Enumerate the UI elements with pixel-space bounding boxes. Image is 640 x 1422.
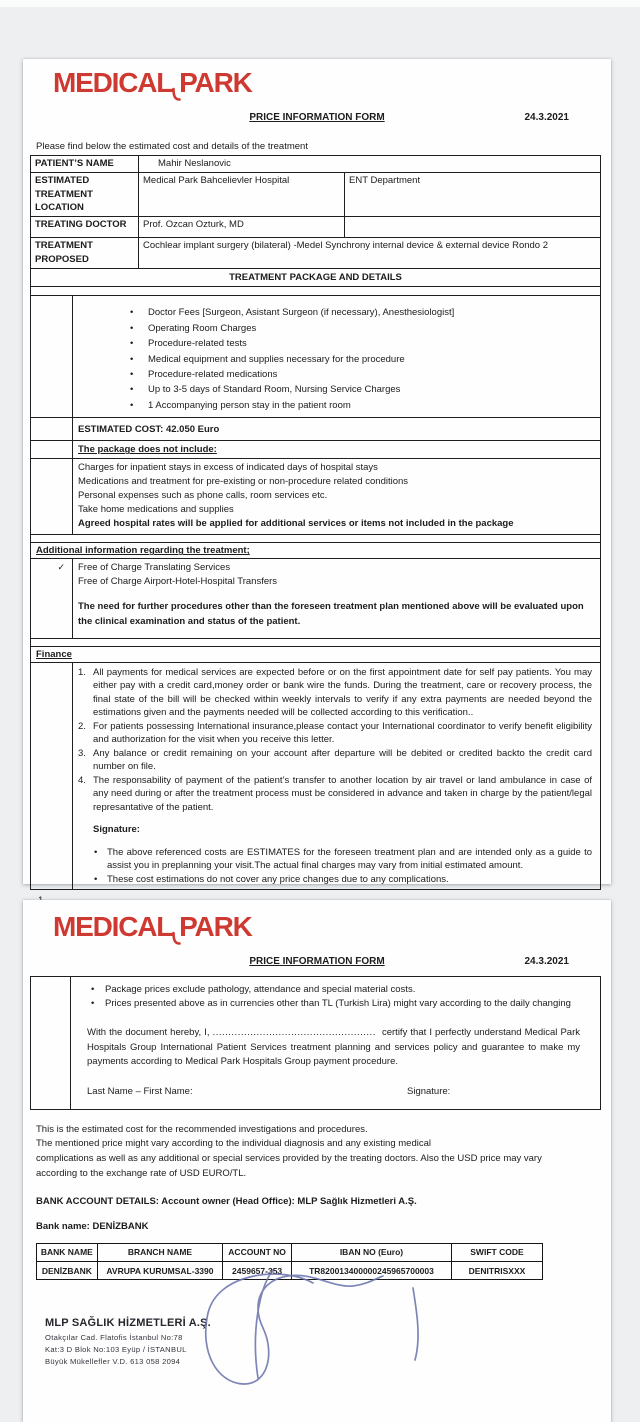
additional-info-row [31, 558, 600, 638]
list-item: • Procedure-related tests [73, 336, 594, 351]
note-line: The mentioned price might vary according to the individual diagnosis and any existing medical [36, 1138, 431, 1150]
medicalpark-logo [53, 69, 611, 105]
note-line: This is the estimated cost for the recommended investigations and procedures. [36, 1123, 368, 1135]
stamp-address-line: Kat:3 D Blok No:103 Eyüp / İSTANBUL [45, 1345, 187, 1355]
treatment-proposed-value: Cochlear implant surgery (bilateral) -Medel Synchrony internal device & external device Rondo 2 [138, 238, 600, 268]
fill-in-blank-dots: .................................................... [212, 1027, 376, 1038]
declaration-content [71, 977, 600, 1109]
document-page-1 [23, 59, 611, 884]
patient-name-label: PATIENT’S NAME [35, 157, 114, 169]
stamp-company-name: MLP SAĞLIK HİZMETLERİ A.Ş. [45, 1317, 211, 1330]
treatment-location-value: Medical Park Bahcelievler Hospital [138, 173, 344, 216]
package-details-header: TREATMENT PACKAGE AND DETAILS [229, 271, 402, 283]
table-row [31, 156, 600, 172]
list-item: • 1 Accompanying person stay in the patient room [73, 398, 594, 413]
finance-content [73, 663, 600, 890]
bank-account-details-line: BANK ACCOUNT DETAILS: Account owner (Head Office): MLP Sağlık Hizmetleri A.Ş. [36, 1196, 417, 1208]
account-no-cell: 2459657-353 [223, 1262, 292, 1280]
additional-header-row [31, 542, 600, 558]
list-item: • Prices presented above as in currencies other than TL (Turkish Lira) might vary according to the daily changing [71, 997, 590, 1011]
not-include-header-row [31, 440, 600, 458]
bank-account-table [36, 1243, 543, 1281]
list-item: • Doctor Fees [Surgeon, Asistant Surgeon (if necessary), Anesthesiologist] [73, 305, 594, 320]
stamp-address-line: Büyük Mükellefler V.D. 613 058 2094 [45, 1357, 181, 1367]
form-header [23, 111, 611, 125]
empty-cell [31, 977, 71, 1109]
list-item: • These cost estimations do not cover any price changes due to any complications. [73, 873, 592, 887]
list-item: Personal expenses such as phone calls, room services etc. [78, 490, 328, 502]
additional-note: The need for further procedures other than the foreseen treatment plan mentioned above will be evaluated upon the clinical examination and status of the patient. [78, 600, 584, 627]
treatment-location-label: ESTIMATED TREATMENT LOCATION [35, 174, 93, 214]
declaration-paragraph [87, 1026, 580, 1070]
bank-table-data-row [37, 1262, 543, 1280]
list-item: • The above referenced costs are ESTIMATES for the foreseen treatment plan and are intended only as a guide to assist you in preplanning your visit.The actual final charges may vary from initial estimated amount. [73, 846, 592, 873]
signature-line [87, 1085, 590, 1099]
list-item: • Up to 3-5 days of Standard Room, Nursing Service Charges [73, 382, 594, 397]
department-value: ENT Department [344, 173, 600, 216]
list-item: For patients possessing International insurance,please contact your International coordinator to verify benefit eligibility and authorization for the visit when you receive this letter. [93, 720, 592, 746]
last-name-label: Last Name – First Name: [87, 1085, 193, 1097]
column-header: IBAN NO (Euro) [292, 1243, 452, 1261]
form-title: PRICE INFORMATION FORM [249, 112, 385, 123]
spacer-row [31, 534, 600, 542]
finance-header: Finance [36, 648, 72, 660]
estimated-cost-value: ESTIMATED COST: 42.050 Euro [78, 424, 220, 436]
logo-text-park: PARK [179, 911, 252, 942]
additional-item-list [73, 559, 600, 638]
not-include-header: The package does not include: [78, 444, 217, 456]
swift-code-cell: DENITRISXXX [451, 1262, 542, 1280]
estimated-cost-row [31, 417, 600, 440]
additional-info-header: Additional information regarding the treatment; [36, 545, 250, 557]
declaration-pre: With the document hereby, I, [87, 1027, 210, 1038]
iban-cell: TR820013400000245965700003 [292, 1262, 452, 1280]
treating-doctor-value: Prof. Ozcan Ozturk, MD [138, 217, 344, 237]
list-item: • Procedure-related medications [73, 367, 594, 382]
list-item: • Operating Room Charges [73, 321, 594, 336]
table-row [31, 268, 600, 287]
stamp-address-line: Otakçılar Cad. Flatofis İstanbul No:78 [45, 1333, 183, 1343]
empty-cell [31, 296, 73, 417]
finance-content-row [31, 662, 600, 890]
column-header: BANK NAME [37, 1243, 98, 1261]
empty-cell [31, 418, 73, 440]
patient-name-value: Mahir Neslanovic [138, 156, 600, 172]
logo-text-medical: MEDICAL [53, 67, 173, 98]
branch-name-cell: AVRUPA KURUMSAL-3390 [97, 1262, 222, 1280]
form-header [23, 955, 611, 969]
list-item: Charges for inpatient stays in excess of indicated days of hospital stays [78, 462, 378, 474]
empty-cell [31, 459, 73, 534]
table-row [31, 216, 600, 237]
list-item: The responsability of payment of the patient’s transfer to another location by air travel or land ambulance in case of any need during or after the treatment process must be considered in advance and taken in charge by the patient/legal represantative of the patient. [93, 774, 592, 813]
form-title: PRICE INFORMATION FORM [249, 956, 385, 967]
treatment-proposed-label: TREATMENT PROPOSED [35, 240, 93, 265]
package-items-row [31, 295, 600, 417]
list-item: Free of Charge Translating Services [78, 561, 231, 573]
declaration-row [31, 977, 600, 1109]
medicalpark-logo [53, 913, 611, 949]
bank-name-line: Bank name: DENİZBANK [36, 1220, 149, 1232]
list-item: • Package prices exclude pathology, attendance and special material costs. [71, 983, 590, 997]
finance-numbered-list [73, 666, 592, 815]
column-header: BRANCH NAME [97, 1243, 222, 1261]
column-header: SWIFT CODE [451, 1243, 542, 1261]
company-stamp [45, 1316, 295, 1368]
list-item: Free of Charge Airport-Hotel-Hospital Transfers [78, 575, 278, 587]
document-page-2 [23, 900, 611, 1422]
treatment-info-table [30, 155, 601, 890]
empty-cell [31, 663, 73, 890]
bank-table-header-row [37, 1243, 543, 1261]
list-item: Take home medications and supplies [78, 504, 234, 516]
estimate-notes [36, 1123, 611, 1181]
treating-doctor-label: TREATING DOCTOR [35, 219, 127, 231]
declaration-box [30, 976, 601, 1110]
list-item-bold: Agreed hospital rates will be applied for additional services or items not included in the package [78, 518, 514, 530]
note-line: according to the exchange rate of USD EURO/TL. [36, 1167, 247, 1179]
list-item: All payments for medical services are expected before or on the first appointment date for self pay patients. You may either pay with a credit card,money order or bank wire the funds. During the treatment, care or recovery process, the final state of the bill will be checked within weekly intervals to verify if any extra payments are needed beyond the estimations given and the payments needed will be collected according to this verification.. [93, 666, 592, 719]
empty-cell [31, 441, 73, 458]
empty-cell [344, 217, 600, 237]
intro-line: Please find below the estimated cost and details of the treatment [36, 141, 308, 152]
top-white-strip [0, 0, 640, 7]
signature-label: Signature: [93, 824, 140, 836]
list-item: Medications and treatment for pre-existing or non-procedure related conditions [78, 476, 409, 488]
form-date: 24.3.2021 [524, 956, 569, 967]
note-line: complications as well as any additional or special services provided by the treating doctors. Also the USD price may vary [36, 1152, 542, 1164]
spacer-row [31, 286, 600, 295]
logo-text-medical: MEDICAL [53, 911, 173, 942]
checkmark-icon: ✓ [31, 559, 73, 638]
finance-header-row [31, 646, 600, 662]
bank-name-cell: DENİZBANK [37, 1262, 98, 1280]
table-row [31, 237, 600, 268]
logo-text-park: PARK [179, 67, 252, 98]
list-item: • Medical equipment and supplies necessary for the procedure [73, 352, 594, 367]
list-item: Any balance or credit remaining on your account after departure will be debited or credited backto the credit card number on file. [93, 747, 592, 773]
form-date: 24.3.2021 [524, 112, 569, 123]
table-row [31, 172, 600, 216]
not-include-items-row [31, 458, 600, 534]
signature-label: Signature: [407, 1085, 451, 1097]
declaration-post: certify that I perfectly understand Medical Park Hospitals Group International Patient Services treatment planning and services policy and guarantee to make my payments according to Medical Park Hospitals Group payment procedure. [87, 1027, 580, 1068]
spacer-row [31, 638, 600, 646]
not-include-item-list [73, 459, 600, 534]
column-header: ACCOUNT NO [223, 1243, 292, 1261]
package-item-list [73, 296, 600, 417]
